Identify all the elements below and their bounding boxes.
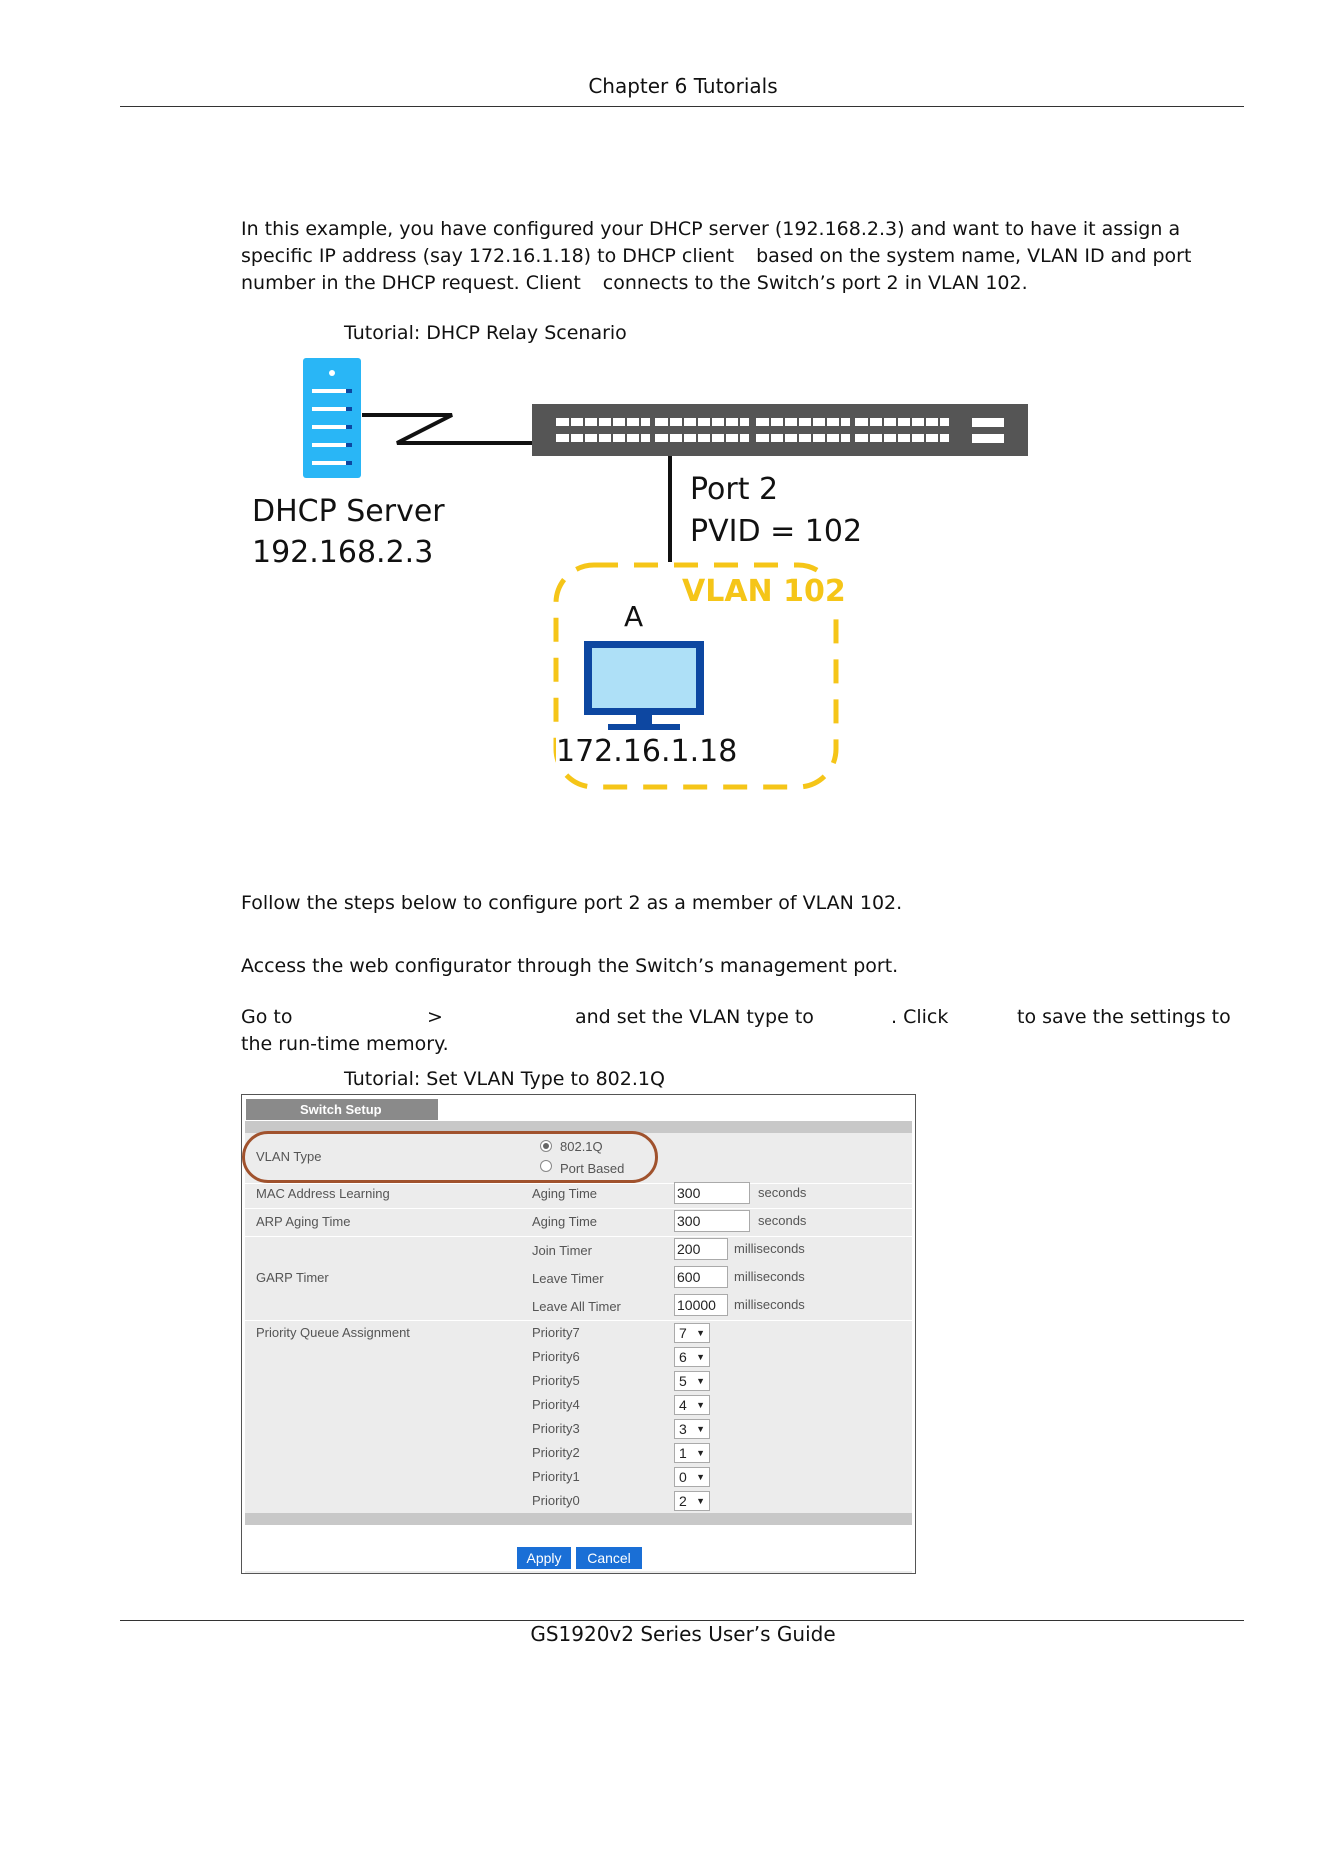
- row-divider: [245, 1183, 912, 1184]
- figure1-caption: Tutorial: DHCP Relay Scenario: [344, 322, 627, 344]
- footer-rule: [120, 1620, 1244, 1621]
- priority2-label: Priority2: [532, 1445, 580, 1460]
- server-ip: 192.168.2.3: [252, 535, 434, 570]
- wan-link: [362, 415, 532, 443]
- arp-aging-input[interactable]: 300: [674, 1210, 750, 1232]
- step-2: [241, 1004, 1281, 1058]
- server-label: DHCP Server: [252, 494, 445, 529]
- client-label: A: [624, 600, 644, 633]
- row-divider: [245, 1320, 912, 1321]
- pvid-label: PVID = 102: [690, 514, 863, 549]
- priority6-select[interactable]: 6 ▼: [674, 1347, 710, 1367]
- intro-line-2a: specific IP address (say 172.16.1.18) to DHCP client: [241, 245, 735, 267]
- chevron-down-icon: ▼: [696, 1448, 705, 1458]
- join-timer-label: Join Timer: [532, 1243, 592, 1258]
- chevron-down-icon: ▼: [696, 1496, 705, 1506]
- cancel-button[interactable]: Cancel: [576, 1547, 642, 1569]
- step-2e: to save the settings to: [1017, 1006, 1231, 1028]
- intro-line-2b: based on the system name, VLAN ID and port: [756, 245, 1192, 267]
- arp-aging-unit: seconds: [758, 1213, 807, 1228]
- priority0-select[interactable]: 2 ▼: [674, 1491, 710, 1511]
- priority3-select[interactable]: 3 ▼: [674, 1419, 710, 1439]
- vlan-type-highlight: [242, 1131, 658, 1183]
- steps-intro: Follow the steps below to configure port 2 as a member of VLAN 102.: [241, 892, 903, 914]
- dhcp-server-icon: [303, 358, 361, 478]
- priority6-label: Priority6: [532, 1349, 580, 1364]
- mac-learning-label: MAC Address Learning: [256, 1186, 390, 1201]
- garp-timer-label: GARP Timer: [256, 1270, 329, 1285]
- priority5-label: Priority5: [532, 1373, 580, 1388]
- page-footer: GS1920v2 Series User’s Guide: [530, 1622, 836, 1646]
- mac-aging-label: Aging Time: [532, 1186, 598, 1201]
- join-timer-unit: milliseconds: [734, 1241, 805, 1256]
- intro-line-3b: connects to the Switch’s port 2 in VLAN 102.: [602, 272, 1028, 294]
- port-label: Port 2: [690, 472, 779, 507]
- priority-queue-label: Priority Queue Assignment: [256, 1325, 410, 1340]
- dhcp-relay-diagram: [0, 0, 1324, 820]
- arp-aging-field-label: Aging Time: [532, 1214, 598, 1229]
- radio-8021q-label: 802.1Q: [560, 1139, 603, 1154]
- chevron-down-icon: ▼: [696, 1472, 705, 1482]
- step-2b: >: [427, 1006, 443, 1028]
- client-monitor-icon: [584, 641, 704, 730]
- tab-switch-setup[interactable]: Switch Setup: [246, 1099, 438, 1120]
- step-2c: and set the VLAN type to: [575, 1006, 814, 1028]
- figure2-caption: Tutorial: Set VLAN Type to 802.1Q: [344, 1068, 665, 1090]
- priority1-select[interactable]: 0 ▼: [674, 1467, 710, 1487]
- bottom-band: [245, 1513, 912, 1525]
- step-2f: the run-time memory.: [241, 1033, 449, 1055]
- priority2-select[interactable]: 1 ▼: [674, 1443, 710, 1463]
- step-1: Access the web configurator through the Switch’s management port.: [241, 955, 899, 977]
- vlan-type-label: VLAN Type: [256, 1149, 322, 1164]
- intro-line-1: In this example, you have configured your DHCP server (192.168.2.3) and want to have it assign a: [241, 218, 1181, 240]
- priority0-label: Priority0: [532, 1493, 580, 1508]
- chevron-down-icon: ▼: [696, 1400, 705, 1410]
- step-2d: . Click: [891, 1006, 949, 1028]
- priority5-select[interactable]: 5 ▼: [674, 1371, 710, 1391]
- page-header: Chapter 6 Tutorials: [588, 74, 778, 98]
- chevron-down-icon: ▼: [696, 1328, 705, 1338]
- mac-aging-unit: seconds: [758, 1185, 807, 1200]
- chevron-down-icon: ▼: [696, 1376, 705, 1386]
- priority3-label: Priority3: [532, 1421, 580, 1436]
- leave-all-timer-label: Leave All Timer: [532, 1299, 621, 1314]
- switch-icon: [532, 404, 1028, 456]
- step-2a: Go to: [241, 1006, 293, 1028]
- priority4-label: Priority4: [532, 1397, 580, 1412]
- priority4-select[interactable]: 4 ▼: [674, 1395, 710, 1415]
- vlan-label: VLAN 102: [678, 574, 850, 609]
- client-ip: 172.16.1.18: [556, 734, 738, 769]
- join-timer-input[interactable]: 200: [674, 1238, 728, 1260]
- apply-button[interactable]: Apply: [517, 1547, 571, 1569]
- intro-line-3a: number in the DHCP request. Client: [241, 272, 581, 294]
- priority1-label: Priority1: [532, 1469, 580, 1484]
- chevron-down-icon: ▼: [696, 1352, 705, 1362]
- leave-timer-input[interactable]: 600: [674, 1266, 728, 1288]
- priority7-select[interactable]: 7 ▼: [674, 1323, 710, 1343]
- leave-all-timer-input[interactable]: 10000: [674, 1294, 728, 1316]
- leave-timer-unit: milliseconds: [734, 1269, 805, 1284]
- leave-all-timer-unit: milliseconds: [734, 1297, 805, 1312]
- row-divider: [245, 1208, 912, 1209]
- radio-port-based-label: Port Based: [560, 1161, 625, 1176]
- switch-setup-panel: [241, 1094, 916, 1574]
- mac-aging-input[interactable]: 300: [674, 1182, 750, 1204]
- priority7-label: Priority7: [532, 1325, 580, 1340]
- row-divider: [245, 1236, 912, 1237]
- leave-timer-label: Leave Timer: [532, 1271, 604, 1286]
- chevron-down-icon: ▼: [696, 1424, 705, 1434]
- arp-aging-label: ARP Aging Time: [256, 1214, 351, 1229]
